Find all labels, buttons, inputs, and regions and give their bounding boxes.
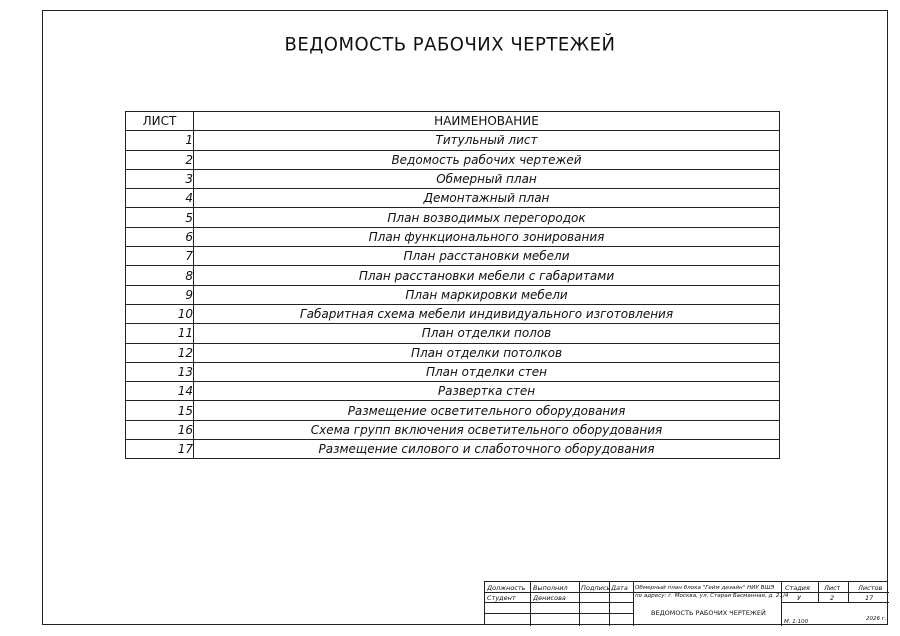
sheet-number: 15 [126, 401, 194, 420]
sheet-number: 2 [126, 150, 194, 169]
sheet-number: 16 [126, 420, 194, 439]
sheet-number: 13 [126, 362, 194, 381]
stamp-position: Студент [487, 594, 516, 602]
table-row [126, 131, 780, 150]
sheet-name: Развертка стен [194, 382, 780, 401]
stamp-doc-title: ВЕДОМОСТЬ РАБОЧИХ ЧЕРТЕЖЕЙ [651, 609, 766, 617]
sheet-name: План возводимых перегородок [194, 208, 780, 227]
table-row [126, 401, 780, 420]
table-row [126, 247, 780, 266]
table-row [126, 324, 780, 343]
sheet-name: Схема групп включения осветительного оборудования [194, 420, 780, 439]
stamp-performer: Денисова [533, 594, 566, 602]
sheet-number: 8 [126, 266, 194, 285]
table-row [126, 150, 780, 169]
stamp-year: 2026 г. [866, 616, 887, 622]
table-header-row [126, 112, 780, 131]
sheet-number: 3 [126, 169, 194, 188]
sheet-name: План расстановки мебели [194, 247, 780, 266]
sheet-number: 7 [126, 247, 194, 266]
sheet-name: План отделки стен [194, 362, 780, 381]
page-title: ВЕДОМОСТЬ РАБОЧИХ ЧЕРТЕЖЕЙ [284, 33, 616, 56]
sheet-name: Обмерный план [194, 169, 780, 188]
stamp-header-date: Дата [611, 584, 628, 592]
sheet-number: 9 [126, 285, 194, 304]
sheet-number: 1 [126, 131, 194, 150]
sheets-table [125, 111, 780, 459]
stamp-project-line1: Обмерный план блока "Гейм дизайн" НИУ ВШЭ [635, 585, 775, 591]
table-row [126, 285, 780, 304]
sheet-name: Титульный лист [194, 131, 780, 150]
sheet-name: Размещение осветительного оборудования [194, 401, 780, 420]
stamp-header-sheet: Лист [824, 584, 841, 592]
table-row [126, 189, 780, 208]
sheet-number: 6 [126, 227, 194, 246]
sheet-name: Размещение силового и слаботочного оборудования [194, 440, 780, 459]
sheet-name: Ведомость рабочих чертежей [194, 150, 780, 169]
stamp-header-sheets: Листов [858, 584, 883, 592]
stamp-project-line2: по адресу: г. Москва, ул. Старая Басманная, д. 21/4 [635, 593, 789, 599]
sheet-number: 12 [126, 343, 194, 362]
sheet-name: Габаритная схема мебели индивидуального изготовления [194, 304, 780, 323]
sheet-number: 5 [126, 208, 194, 227]
stamp-header-position: Должность [487, 584, 526, 592]
table-row [126, 440, 780, 459]
header-name: НАИМЕНОВАНИЕ [194, 112, 780, 131]
stamp-header-stage: Стадия [785, 584, 810, 592]
table-row [126, 169, 780, 188]
sheet-number: 11 [126, 324, 194, 343]
sheet-name: План отделки полов [194, 324, 780, 343]
table-row [126, 266, 780, 285]
sheet-name: План расстановки мебели с габаритами [194, 266, 780, 285]
sheet-name: План функционального зонирования [194, 227, 780, 246]
sheet-name: Демонтажный план [194, 189, 780, 208]
stamp-scale: М. 1:100 [784, 619, 809, 625]
table-row [126, 382, 780, 401]
table-row [126, 362, 780, 381]
sheet-number: 17 [126, 440, 194, 459]
title-block [484, 581, 888, 625]
sheet-name: План маркировки мебели [194, 285, 780, 304]
table-row [126, 227, 780, 246]
stamp-header-performed: Выполнил [533, 584, 568, 592]
sheet-name: План отделки потолков [194, 343, 780, 362]
table-row [126, 420, 780, 439]
stamp-stage: У [797, 594, 801, 602]
table-row [126, 208, 780, 227]
table-row [126, 343, 780, 362]
header-sheet: ЛИСТ [126, 112, 194, 131]
stamp-header-signature: Подпись [581, 584, 611, 592]
stamp-sheet: 2 [830, 594, 835, 602]
stamp-sheets: 17 [865, 594, 874, 602]
sheet-number: 14 [126, 382, 194, 401]
table-row [126, 304, 780, 323]
sheet-number: 4 [126, 189, 194, 208]
sheet-number: 10 [126, 304, 194, 323]
